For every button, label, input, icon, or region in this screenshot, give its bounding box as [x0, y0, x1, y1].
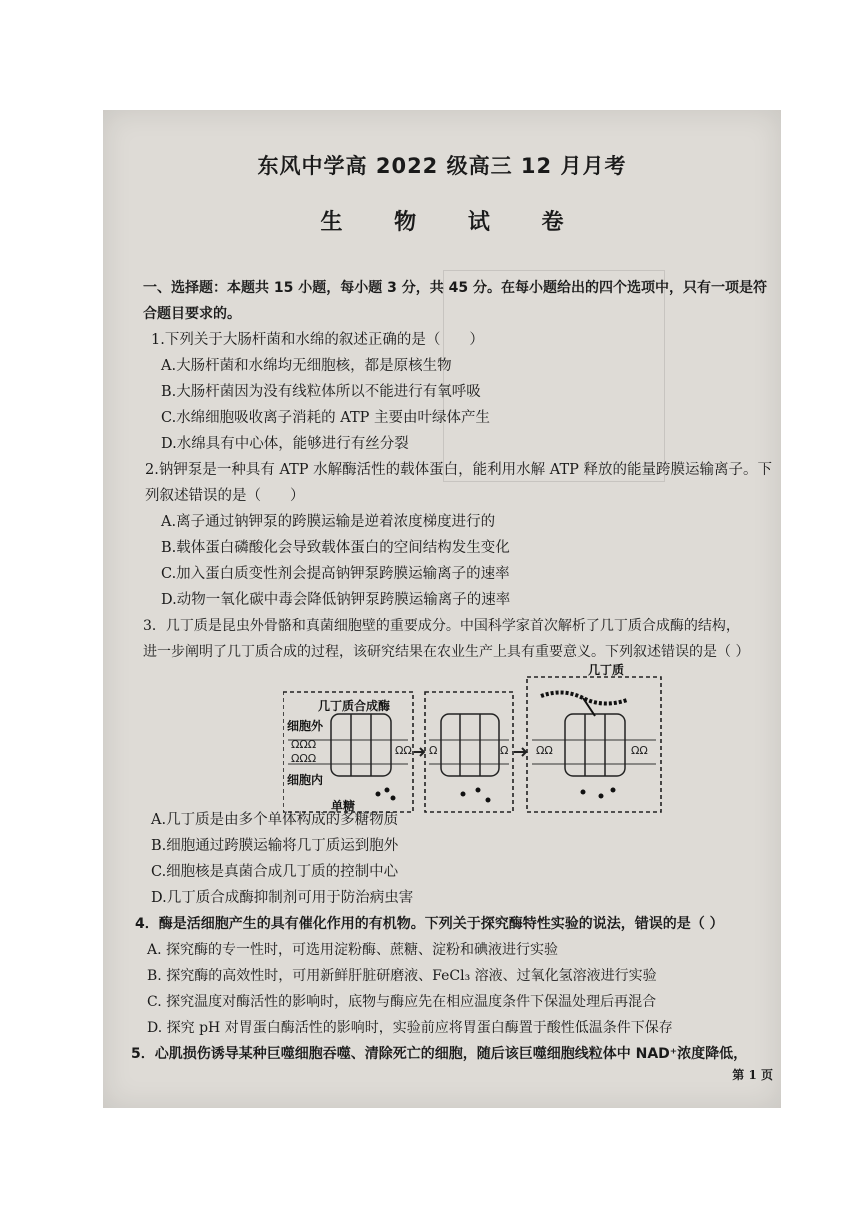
- label-monomer: 单糖: [331, 799, 356, 813]
- q3-option-d: D.几丁质合成酶抑制剂可用于防治病虫害: [151, 890, 414, 906]
- q3-option-a: A.几丁质是由多个单体构成的多糖物质: [151, 812, 399, 828]
- label-chitin: 几丁质: [588, 663, 625, 677]
- q4-option-a: A. 探究酶的专一性时，可选用淀粉酶、蔗糖、淀粉和碘液进行实验: [147, 942, 559, 958]
- q5-stem: 5．心肌损伤诱导某种巨噬细胞吞噬、清除死亡的细胞，随后该巨噬细胞线粒体中 NAD⁺浓度降低，: [131, 1046, 748, 1062]
- svg-text:ΩΩ: ΩΩ: [536, 744, 553, 757]
- section-header: 一、选择题：本题共 15 小题，每小题 3 分，共 45 分。在每小题给出的四个选项中，只有一项是符: [143, 280, 767, 296]
- chitin-synthesis-diagram: [283, 662, 663, 817]
- label-synthase: 几丁质合成酶: [318, 699, 391, 713]
- svg-text:Ω: Ω: [500, 744, 509, 757]
- q4-option-c: C. 探究温度对酶活性的影响时，底物与酶应先在相应温度条件下保温处理后再混合: [147, 994, 657, 1010]
- q2-stem: 2.钠钾泵是一种具有 ATP 水解酶活性的载体蛋白，能利用水解 ATP 释放的能量跨膜运输离子。下: [145, 462, 772, 478]
- q1-option-a: A.大肠杆菌和水绵均无细胞核，都是原核生物: [161, 358, 452, 374]
- q3-option-c: C.细胞核是真菌合成几丁质的控制中心: [151, 864, 399, 880]
- q4-stem: 4．酶是活细胞产生的具有催化作用的有机物。下列关于探究酶特性实验的说法，错误的是（ ）: [135, 916, 724, 932]
- svg-text:ΩΩΩ: ΩΩΩ: [291, 752, 317, 765]
- subject-title: 生 物 试 卷: [320, 210, 586, 235]
- section-header-cont: 合题目要求的。: [143, 306, 241, 322]
- q2-option-d: D.动物一氧化碳中毒会降低钠钾泵跨膜运输离子的速率: [161, 592, 511, 608]
- q2-stem-cont: 列叙述错误的是（ ）: [145, 488, 305, 504]
- q1-option-b: B.大肠杆菌因为没有线粒体所以不能进行有氧呼吸: [161, 384, 481, 400]
- q4-option-b: B. 探究酶的高效性时，可用新鲜肝脏研磨液、FeCl₃ 溶液、过氧化氢溶液进行实验: [147, 968, 657, 984]
- q2-option-a: A.离子通过钠钾泵的跨膜运输是逆着浓度梯度进行的: [161, 514, 496, 530]
- q3-stem-cont: 进一步阐明了几丁质合成的过程，该研究结果在农业生产上具有重要意义。下列叙述错误的是（ ）: [143, 644, 750, 660]
- q2-option-c: C.加入蛋白质变性剂会提高钠钾泵跨膜运输离子的速率: [161, 566, 510, 582]
- q3-stem: 3．几丁质是昆虫外骨骼和真菌细胞壁的重要成分。中国科学家首次解析了几丁质合成酶的结构，: [143, 618, 740, 634]
- label-inside: 细胞内: [287, 773, 324, 787]
- svg-text:ΩΩ: ΩΩ: [395, 744, 412, 757]
- svg-text:ΩΩ: ΩΩ: [631, 744, 648, 757]
- q3-option-b: B.细胞通过跨膜运输将几丁质运到胞外: [151, 838, 399, 854]
- svg-text:Ω: Ω: [429, 744, 438, 757]
- exam-paper: [103, 110, 781, 1108]
- exam-title: 东风中学高 2022 级高三 12 月月考: [257, 154, 627, 178]
- q2-option-b: B.载体蛋白磷酸化会导致载体蛋白的空间结构发生变化: [161, 540, 510, 556]
- label-outside: 细胞外: [287, 719, 324, 733]
- q1-stem: 1.下列关于大肠杆菌和水绵的叙述正确的是（ ）: [151, 332, 484, 348]
- svg-text:ΩΩΩ: ΩΩΩ: [291, 738, 317, 751]
- q4-option-d: D. 探究 pH 对胃蛋白酶活性的影响时，实验前应将胃蛋白酶置于酸性低温条件下保存: [147, 1020, 673, 1036]
- bleed-through-table: [443, 270, 665, 482]
- page-number: 第 1 页: [732, 1068, 773, 1082]
- q1-option-c: C.水绵细胞吸收离子消耗的 ATP 主要由叶绿体产生: [161, 410, 491, 426]
- q1-option-d: D.水绵具有中心体，能够进行有丝分裂: [161, 436, 409, 452]
